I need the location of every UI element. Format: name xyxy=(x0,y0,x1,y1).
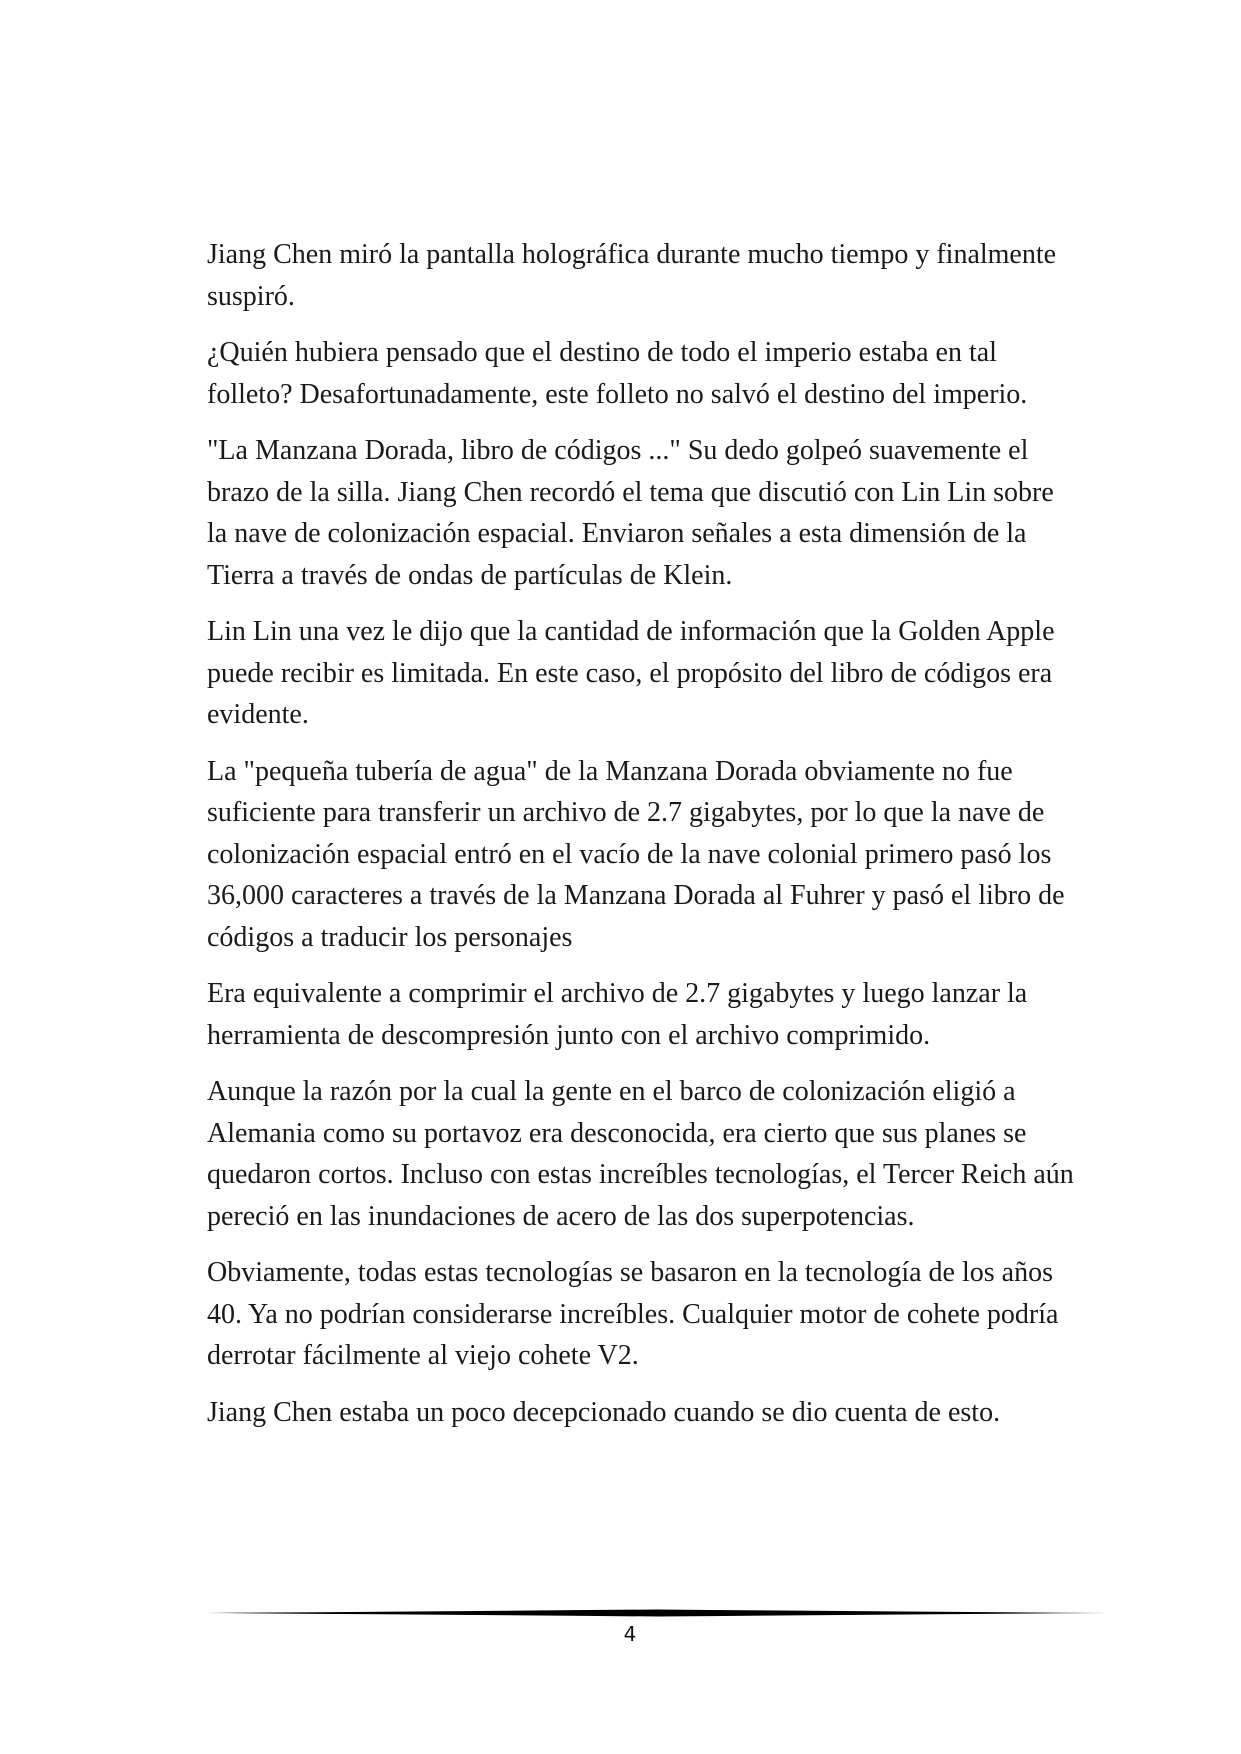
paragraph: Obviamente, todas estas tecnologías se basaron en la tecnología de los años 40. Ya no podrían considerarse increíbles. Cualquier motor de cohete podría derrotar fácilmente al viejo cohete V2. xyxy=(207,1257,1059,1371)
paragraph: Era equivalente a comprimir el archivo de 2.7 gigabytes y luego lanzar la herramienta de descompresión junto con el archivo comprimido. xyxy=(207,978,1028,1051)
paragraph: Jiang Chen miró la pantalla holográfica durante mucho tiempo y finalmente suspiró. xyxy=(207,239,1057,312)
paragraph: Lin Lin una vez le dijo que la cantidad de información que la Golden Apple puede recibir es limitada. En este caso, el propósito del libro de códigos era evidente. xyxy=(207,616,1055,730)
paragraph: La "pequeña tubería de agua" de la Manzana Dorada obviamente no fue suficiente para transferir un archivo de 2.7 gigabytes, por lo que la nave de colonización espacial entró en el vacío de la nave colonial primero pasó los 36,000 caracteres a través de la Manzana Dorada al Fuhrer y pasó el libro de códigos a traducir los personajes xyxy=(207,755,1065,953)
paragraph: Jiang Chen estaba un poco decepcionado cuando se dio cuenta de esto. xyxy=(207,1396,1001,1428)
body-text xyxy=(207,234,1077,1448)
paragraph: "La Manzana Dorada, libro de códigos ..." Su dedo golpeó suavemente el brazo de la silla. Jiang Chen recordó el tema que discutió con Lin Lin sobre la nave de colonización espacial. Enviaron señales a esta dimensión de la Tierra a través de ondas de partículas de Klein. xyxy=(207,435,1054,591)
paragraph: ¿Quién hubiera pensado que el destino de todo el imperio estaba en tal folleto? Desafortunadamente, este folleto no salvó el destino del imperio. xyxy=(207,337,1028,410)
paragraph: Aunque la razón por la cual la gente en el barco de colonización eligió a Alemania como su portavoz era desconocida, era cierto que sus planes se quedaron cortos. Incluso con estas increíbles tecnologías, el Tercer Reich aún pereció en las inundaciones de acero de las dos superpotencias. xyxy=(207,1076,1074,1232)
page-number: 4 xyxy=(623,1622,637,1646)
footer-divider xyxy=(207,1606,1107,1620)
